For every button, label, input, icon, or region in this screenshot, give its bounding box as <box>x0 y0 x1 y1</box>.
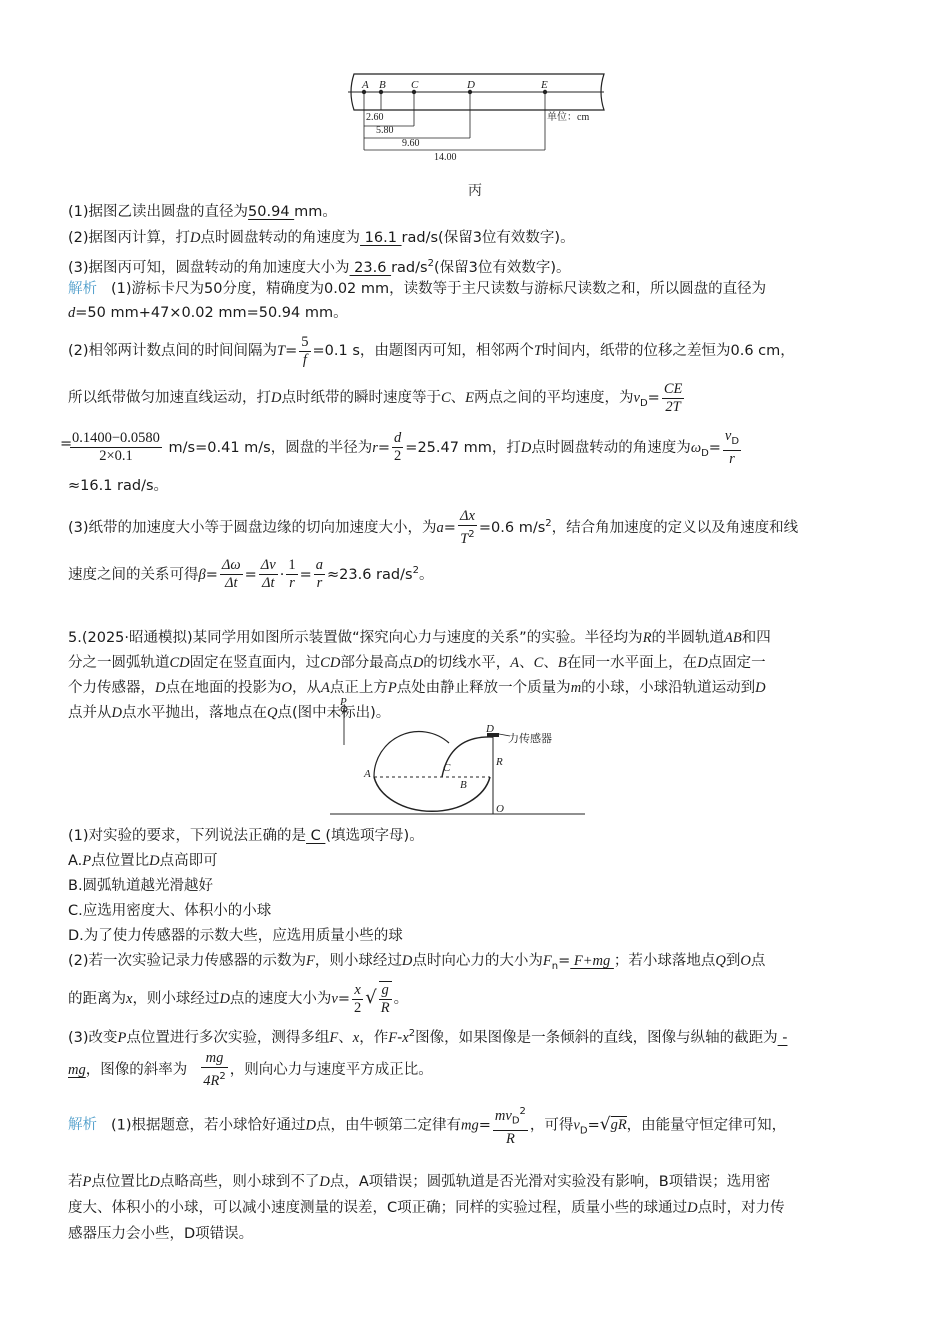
label-o: O <box>496 803 504 815</box>
answer-q5-1: C <box>306 828 326 844</box>
fraction-a-over-r: $\frac{a}{r}$ <box>315 557 324 592</box>
answer-angular-acceleration: 23.6 <box>349 259 392 276</box>
label-p: P <box>340 696 347 708</box>
fraction-x-over-2: $\frac{x}{2}$ <box>354 981 362 1016</box>
fraction-g-over-r: $\frac{g}{R}$ <box>380 982 390 1016</box>
fraction-dx-over-t2: $\frac{\Delta x}{T^2}$ <box>459 507 475 547</box>
answer-diameter: 50.94 <box>248 204 295 220</box>
tape-dim-4: 14.00 <box>434 152 457 163</box>
answer-intercept-part1: - <box>777 1029 788 1046</box>
q5-solution-line4: 感器压力会小些，D项错误。 <box>68 1226 254 1242</box>
q5-solution-line1: 解析 (1)根据题意，若小球恰好通过D点，由牛顿第二定律有mg= $\frac{mv_D^2}{R}$ ，可得$v_D=√gR$，由能量守恒定律可知， <box>68 1103 888 1152</box>
q5-part3-line1: (3)改变P点位置进行多次实验，测得多组F、x，作$F-x^2$图像，如果图像是一条倾斜的直线，图像与纵轴的截距为 - <box>68 1028 788 1046</box>
answer-intercept-part2: mg <box>68 1062 86 1078</box>
tape-dim-3: 9.60 <box>402 138 420 149</box>
q5-option-d: D.为了使力传感器的示数大些，应选用质量小些的球 <box>68 928 403 944</box>
q5-option-c: C.应选用密度大、体积小的小球 <box>68 903 272 919</box>
tape-point-a: A <box>362 79 369 91</box>
label-d: D <box>486 723 494 735</box>
tape-unit: 单位：cm <box>547 112 590 123</box>
label-r: R <box>496 756 503 768</box>
q5-option-a: A.P点位置比D点高即可 <box>68 853 218 869</box>
q5-option-b: B.圆弧轨道越光滑越好 <box>68 878 214 894</box>
q5-stem-line3: 个力传感器，D点在地面的投影为O，从A点正上方P点处由静止释放一个质量为m的小球，小球沿轨道运动到D <box>68 680 766 696</box>
tape-point-d: D <box>467 79 475 91</box>
q4-solution-line2: d=50 mm+47×0.02 mm=50.94 mm。 <box>68 305 348 321</box>
label-b: B <box>460 779 467 791</box>
fraction-velocity-calc: $\frac{0.1400-0.0580}{2\times 0.1}$ <box>72 430 160 465</box>
answer-slope: $\frac{mg}{4R^2}$ <box>203 1050 226 1089</box>
tape-dim-1: 2.60 <box>366 112 384 123</box>
answer-angular-velocity: 16.1 <box>360 230 402 246</box>
solution-tag-2: 解析 <box>68 1117 97 1134</box>
answer-centripetal-force: F+mg <box>570 953 614 969</box>
q4-part2: (2)据图丙计算，打D点时圆盘转动的角速度为 16.1 rad/s(保留3位有效数字)。 <box>68 230 575 246</box>
q4-solution-line7: (3)纸带的加速度大小等于圆盘边缘的切向加速度大小，为a= $\frac{\Delta x}{T^2}$ =0.6 $m/s^2$，结合角加速度的定义以及角速度和线 <box>68 507 799 547</box>
track-figure <box>330 695 600 820</box>
eq-sign: = <box>60 436 73 452</box>
q5-part3-line2: mg，图像的斜率为 $\frac{mg}{4R^2}$ ，则向心力与速度平方成正比。 <box>68 1050 433 1089</box>
tape-point-c: C <box>411 79 419 91</box>
q5-part2-line2: 的距离为x，则小球经过D点的速度大小为v= $\frac{x}{2}$ √ $\frac{g}{R}$ 。 <box>68 981 409 1016</box>
fraction-ce-over-2t: $\frac{CE}{2T}$ <box>663 380 683 415</box>
tape-figure <box>340 70 610 170</box>
q4-solution-line6: ≈16.1 rad/s。 <box>68 478 169 494</box>
label-c: C <box>443 762 451 774</box>
fraction-dw-over-dt: $\frac{\Delta\omega}{\Delta t}$ <box>221 557 241 592</box>
fraction-dv-over-dt: $\frac{\Delta v}{\Delta t}$ <box>260 557 276 592</box>
tape-point-b: B <box>379 79 386 91</box>
q4-solution-line3: (2)相邻两计数点间的时间间隔为T= $\frac{5}{f}$ =0.1 s，由题图丙可知，相邻两个T时间内，纸带的位移之差恒为0.6 cm， <box>68 333 795 368</box>
q5-stem-line2: 分之一圆弧轨道CD固定在竖直面内，过CD部分最高点D的切线水平，A、C、B在同一水平面上，在D点固定一 <box>68 655 766 671</box>
label-force-sensor: 力传感器 <box>508 732 552 745</box>
q4-part3: (3)据图丙可知，圆盘转动的角加速度大小为 23.6 rad/$s^2$(保留3位有效数字)。 <box>68 258 571 276</box>
solution-tag: 解析 <box>68 281 97 297</box>
q4-solution-line1: 解析 (1)游标卡尺为50分度，精确度为0.02 mm，读数等于主尺读数与游标尺读数之和，所以圆盘的直径为 <box>68 281 767 297</box>
q5-part1: (1)对实验的要求，下列说法正确的是 C (填选项字母)。 <box>68 828 424 844</box>
q4-solution-line8: 速度之间的关系可得β= $\frac{\Delta\omega}{\Delta t}$ = $\frac{\Delta v}{\Delta t}$ · $\frac{1}{r}$ = $\frac{a}{r}$ ≈23.6 rad/$s^2$。 <box>68 557 434 592</box>
tape-dim-2: 5.80 <box>376 125 394 136</box>
sqrt-symbol-2: √ <box>599 1114 611 1135</box>
tape-caption: 丙 <box>468 183 482 199</box>
fraction-mv2-over-r: $\frac{mv_D^2}{R}$ <box>493 1103 528 1148</box>
fraction-d-over-2: $\frac{d}{2}$ <box>394 430 402 465</box>
q4-part1: (1)据图乙读出圆盘的直径为50.94 mm。 <box>68 204 337 220</box>
tape-point-e: E <box>541 79 548 91</box>
q5-solution-line2: 若P点位置比D点略高些，则小球到不了D点，A项错误；圆弧轨道是否光滑对实验没有影响，B项错误；选用密 <box>68 1174 771 1190</box>
label-a: A <box>364 768 371 780</box>
fraction-1-over-r: $\frac{1}{r}$ <box>288 557 296 592</box>
fraction-v-over-r: $\frac{v_D}{r}$ <box>724 428 740 467</box>
q5-part2-line1: (2)若一次实验记录力传感器的示数为F，则小球经过D点时向心力的大小为$F_n= F+mg$ ；若小球落地点Q到O点 <box>68 953 766 972</box>
q4-solution-line4: 所以纸带做匀加速直线运动，打D点时纸带的瞬时速度等于C、E两点之间的平均速度，为$v_D=$ $\frac{CE}{2T}$ <box>68 380 683 415</box>
sqrt-symbol: √ <box>365 987 377 1008</box>
q5-solution-line3: 度大、体积小的小球，可以减小速度测量的误差，C项正确；同样的实验过程，质量小些的球通过D点时，对力传 <box>68 1200 785 1216</box>
q5-stem-line4: 点并从D点水平抛出，落地点在Q点(图中未标出)。 <box>68 705 391 721</box>
fraction-5-over-f: $\frac{5}{f}$ <box>301 333 309 368</box>
q4-solution-line5: $\frac{0.1400-0.0580}{2\times 0.1}$ m/s=0.41 m/s，圆盘的半径为r= $\frac{d}{2}$ =25.47 mm，打D点时圆盘转动的角速度为$\omega_D=$ $\frac{v_D}{r}$ <box>72 428 740 467</box>
q5-stem-line1: 5.(2025·昭通模拟)某同学用如图所示装置做“探究向心力与速度的关系”的实验。半径均为R的半圆轨道AB和四 <box>68 630 771 646</box>
